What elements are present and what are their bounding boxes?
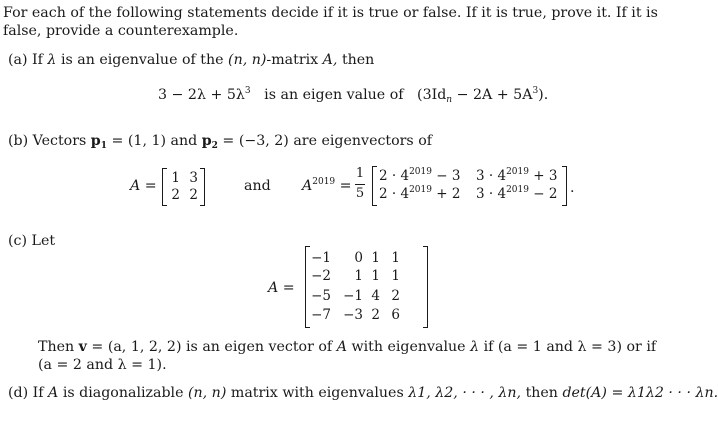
intro-line-1: For each of the following statements decide if it is true or false. If it is true, prove it. If it is [3, 5, 658, 21]
part-a-is-eig: is an eigen value of [264, 87, 404, 103]
matrix-cell: 4 [371, 288, 380, 304]
part-b-A-eq: A = [130, 178, 157, 194]
matrix-cell: $2 \cdot 4^{2019} - 3$ [379, 167, 461, 184]
part-a-statement [8, 52, 374, 69]
bracket-right [200, 168, 205, 206]
part-d-eigenvalues: λ1, λ2, · · · , λn, [408, 385, 522, 401]
matrix-cell: 0 [354, 250, 363, 266]
matrix-cell: 2 [189, 187, 198, 203]
matrix-cell: −1 [343, 288, 363, 304]
part-b-matrix-A [162, 168, 208, 206]
part-a-post: -matrix [266, 52, 319, 68]
bracket-right [562, 166, 567, 206]
matrix-cell: 1 [391, 250, 400, 266]
fraction-bar [355, 184, 365, 185]
matrix-cell: 2 [171, 187, 180, 203]
part-d-statement: (d) If A is diagonalizable (n, n) matrix with eigenvalues λ1, λ2, · · · , λn, then det(A) = λ1λ2 · · · λn. [8, 385, 718, 401]
matrix-cell: 1 [171, 170, 180, 186]
fraction-denominator: 5 [355, 186, 365, 201]
matrix-cell: 1 [371, 268, 380, 284]
intro-line-2: false, provide a counterexample. [3, 23, 239, 39]
part-c-A-eq: A = [268, 280, 295, 296]
matrix-cell: 6 [391, 307, 400, 323]
part-b-Apow: $A^{2019}$ = [302, 177, 352, 194]
part-c-let: Let [31, 233, 56, 249]
bracket-left [372, 166, 377, 206]
part-b-label: (b) [8, 133, 29, 149]
part-a-nn: (n, n) [228, 52, 267, 68]
bracket-left [162, 168, 167, 206]
matrix-cell: 1 [371, 250, 380, 266]
part-c-label: (c) [8, 233, 28, 249]
part-d-determinant: det(A) = λ1λ2 · · · λn. [562, 385, 718, 401]
part-b-p2: $p_2$ [201, 133, 218, 151]
fraction-numerator: 1 [355, 166, 365, 181]
matrix-cell: −5 [311, 288, 331, 304]
part-a-lambda: λ [47, 52, 57, 68]
part-b-statement: (b) Vectors $p_1 = (1$, 1) and $p_2 = (-3$, 2) are eigenvectors of [8, 133, 433, 151]
matrix-cell: 3 [189, 170, 198, 186]
matrix-cell: $3 \cdot 4^{2019} - 2$ [476, 185, 558, 202]
matrix-cell: −1 [311, 250, 331, 266]
part-b-and: and [244, 178, 271, 194]
part-a-label: (a) [8, 52, 28, 68]
part-a-expr: $3 - 2\lambda + 5\lambda^3$ [158, 86, 251, 103]
part-a-pre: If [32, 52, 43, 68]
part-c-matrix [305, 246, 435, 328]
matrix-cell: −7 [311, 307, 331, 323]
part-c-statement [8, 233, 55, 250]
part-d-label: (d) [8, 385, 29, 401]
part-b-period: . [570, 180, 575, 196]
matrix-cell: 2 [371, 307, 380, 323]
part-a-rhs: $(3Id_n - 2A + 5A^3)$. [417, 86, 549, 105]
part-b-matrix-power [372, 166, 572, 206]
part-a-mid: is an eigenvalue of the [60, 52, 224, 68]
matrix-cell: $2 \cdot 4^{2019} + 2$ [379, 185, 461, 202]
part-a-matrix-A: A, [322, 52, 338, 68]
matrix-cell: 1 [391, 268, 400, 284]
bracket-right [423, 246, 428, 328]
matrix-cell: −2 [311, 268, 331, 284]
matrix-cell: −3 [343, 307, 363, 323]
matrix-cell: $3 \cdot 4^{2019} + 3$ [476, 167, 558, 184]
part-a-then: then [341, 52, 375, 68]
part-c-then-line-2: (a = 2 and λ = 1). [38, 357, 167, 373]
part-a-display [158, 87, 548, 104]
part-b-pre: Vectors [32, 133, 87, 149]
matrix-cell: 2 [391, 288, 400, 304]
part-b-p1: $p_1$ [90, 133, 107, 151]
part-c-then-line-1: Then v = (a, 1, 2, 2) is an eigen vector of A with eigenvalue λ if (a = 1 and λ = 3) or if [38, 339, 657, 355]
part-c-vector-v: v [78, 339, 87, 355]
matrix-cell: 1 [354, 268, 363, 284]
